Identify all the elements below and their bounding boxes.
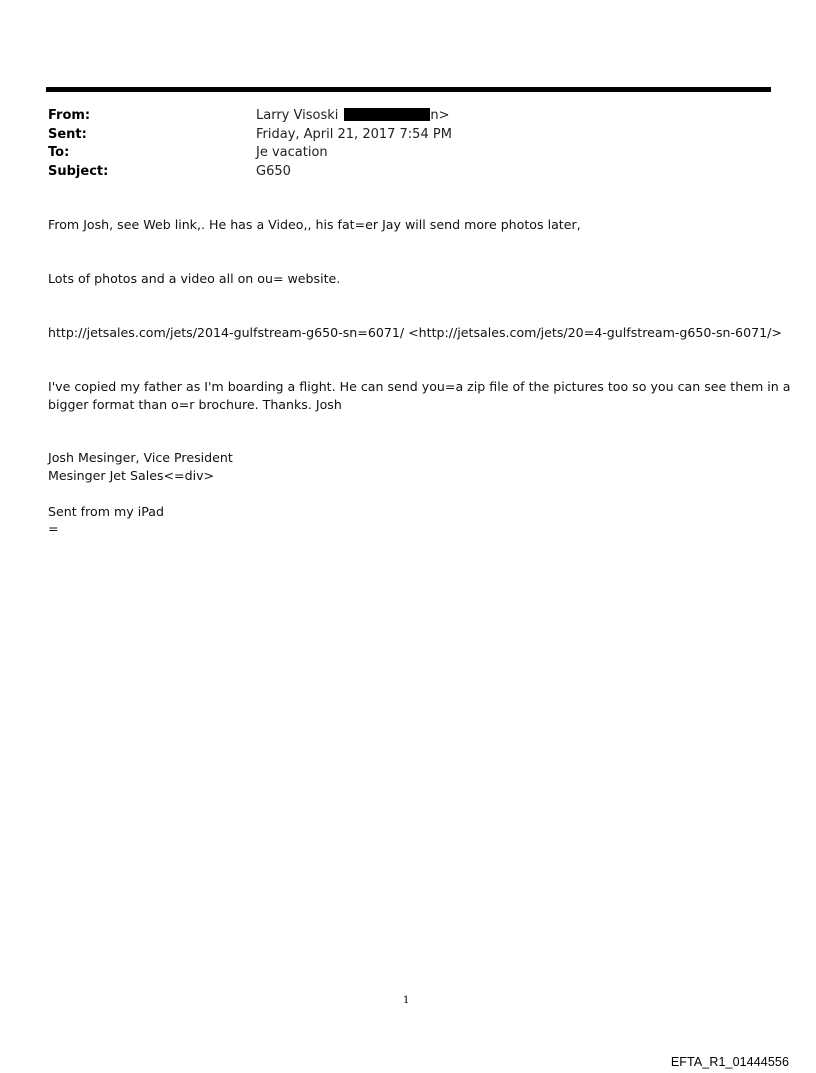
from-label: From: [48, 108, 91, 123]
from-row [48, 107, 768, 126]
sent-label: Sent: [48, 126, 87, 142]
subject-label: Subject: [48, 163, 109, 179]
body-line-4b: bigger format than o=r brochure. Thanks. Josh [48, 397, 342, 412]
sent-from-line: Sent from my iPad [48, 504, 164, 519]
bates-number: EFTA_R1_01444556 [670, 1055, 789, 1069]
email-header [48, 107, 768, 181]
from-name: Larry Visoski [256, 108, 339, 123]
to-row [48, 144, 768, 163]
body-line-1: From Josh, see Web link,. He has a Video,, his fat=er Jay will send more photos later, [48, 217, 581, 232]
signature-company: Mesinger Jet Sales<=div> [48, 468, 215, 483]
page-number: 1 [403, 995, 410, 1006]
signature-name: Josh Mesinger, Vice President [48, 450, 233, 465]
to-value: Je vacation [256, 145, 328, 160]
body-line-4a: I've copied my father as I'm boarding a flight. He can send you=a zip file of the pictures too so you can see them in a [48, 379, 791, 394]
header-divider [46, 87, 771, 92]
sent-value: Friday, April 21, 2017 7:54 PM [256, 126, 452, 142]
redaction-block [344, 108, 430, 121]
body-line-2: Lots of photos and a video all on ou= website. [48, 271, 341, 286]
to-label: To: [48, 145, 70, 160]
body-link-line: http://jetsales.com/jets/2014-gulfstream-g650-sn=6071/ <http://jetsales.com/jets/20=4-gulfstream-g650-sn-6071/> [48, 325, 782, 340]
sent-row [48, 126, 768, 145]
from-email-suffix: n> [430, 108, 450, 123]
subject-row [48, 163, 768, 182]
from-value [256, 107, 450, 125]
trailing-char: = [48, 521, 59, 536]
subject-value: G650 [256, 163, 291, 179]
